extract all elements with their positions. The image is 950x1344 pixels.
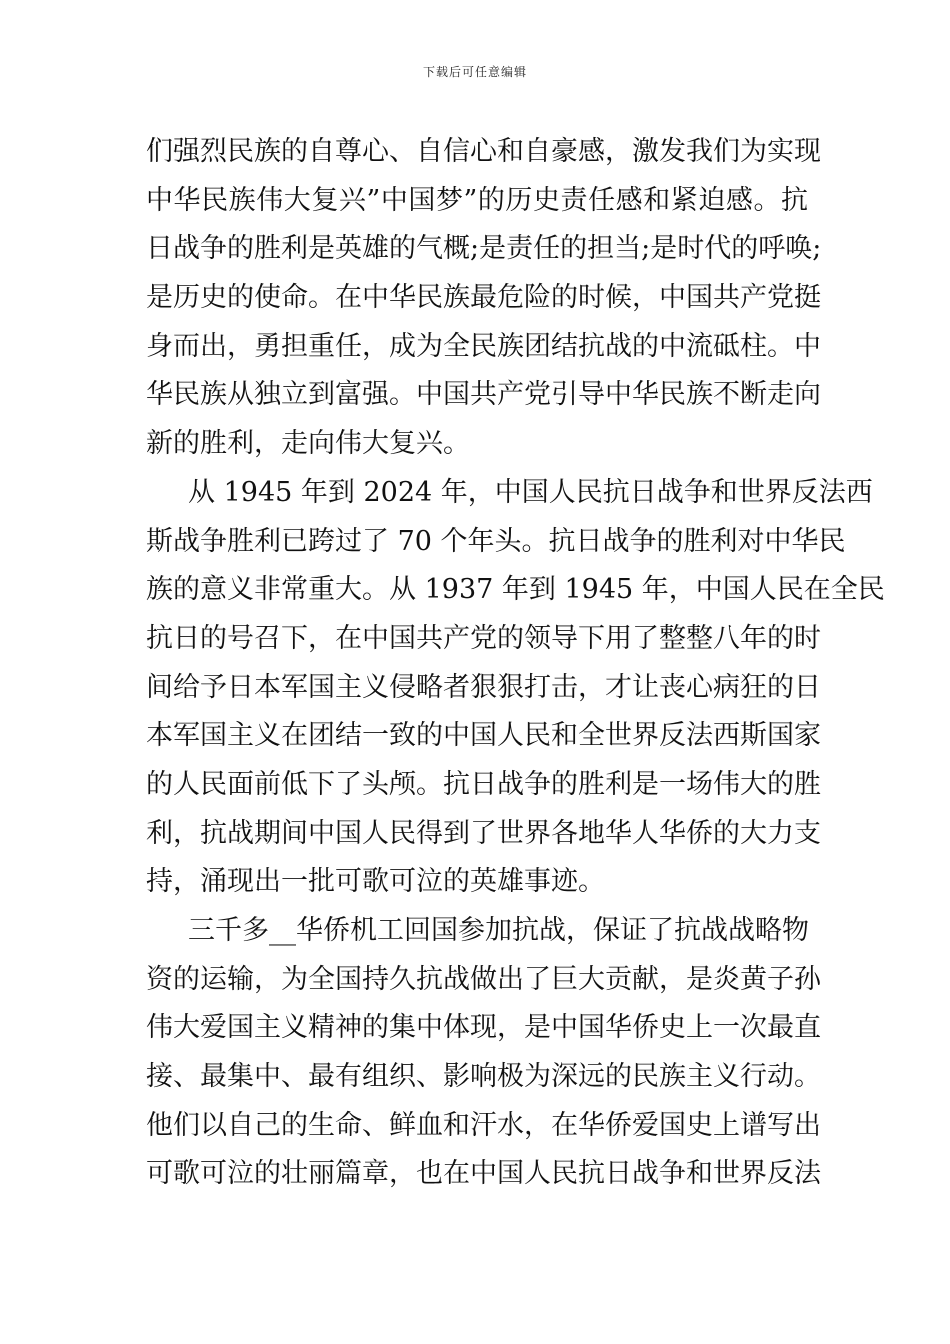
document-body bbox=[146, 128, 885, 1199]
text-line: 接、最集中、最有组织、影响极为深远的民族主义行动。 bbox=[146, 1061, 821, 1093]
text-line: 可歌可泣的壮丽篇章，也在中国人民抗日战争和世界反法 bbox=[146, 1158, 821, 1190]
paragraph-start-line: 从 1945 年到 2024 年，中国人民抗日战争和世界反法西 bbox=[188, 476, 873, 508]
text-line: 的人民面前低下了头颅。抗日战争的胜利是一场伟大的胜 bbox=[146, 768, 821, 800]
text-line: 日战争的胜利是英雄的气概;是责任的担当;是时代的呼唤; bbox=[146, 233, 822, 265]
text-line: 新的胜利，走向伟大复兴。 bbox=[146, 428, 470, 460]
text-line: 中华民族伟大复兴”中国梦”的历史责任感和紧迫感。抗 bbox=[146, 184, 808, 216]
text-line: 抗日的号召下，在中国共产党的领导下用了整整八年的时 bbox=[146, 622, 821, 654]
page-header: 下载后可任意编辑 bbox=[422, 65, 527, 79]
text-line: 持，涌现出一批可歌可泣的英雄事迹。 bbox=[146, 866, 605, 898]
text-line: 伟大爱国主义精神的集中体现，是中国华侨史上一次最直 bbox=[146, 1012, 821, 1044]
text-line: 间给予日本军国主义侵略者狠狠打击，才让丧心病狂的日 bbox=[146, 671, 821, 703]
text-line: 利，抗战期间中国人民得到了世界各地华人华侨的大力支 bbox=[146, 817, 821, 849]
text-line: 是历史的使命。在中华民族最危险的时候，中国共产党挺 bbox=[146, 282, 821, 314]
text-line: 斯战争胜利已跨过了 70 个年头。抗日战争的胜利对中华民 bbox=[146, 525, 846, 557]
text-line: 身而出，勇担重任，成为全民族团结抗战的中流砥柱。中 bbox=[146, 330, 821, 362]
text-line: 本军国主义在团结一致的中国人民和全世界反法西斯国家 bbox=[146, 720, 821, 752]
text-line: 他们以自己的生命、鲜血和汗水，在华侨爱国史上谱写出 bbox=[146, 1109, 821, 1141]
paragraph-start-line: 三千多__华侨机工回国参加抗战，保证了抗战战略物 bbox=[188, 915, 809, 946]
text-line: 们强烈民族的自尊心、自信心和自豪感，激发我们为实现 bbox=[146, 136, 821, 167]
text-line: 华民族从独立到富强。中国共产党引导中华民族不断走向 bbox=[146, 379, 821, 411]
text-line: 族的意义非常重大。从 1937 年到 1945 年，中国人民在全民 bbox=[146, 574, 885, 606]
text-line: 资的运输，为全国持久抗战做出了巨大贡献，是炎黄子孙 bbox=[146, 963, 821, 995]
